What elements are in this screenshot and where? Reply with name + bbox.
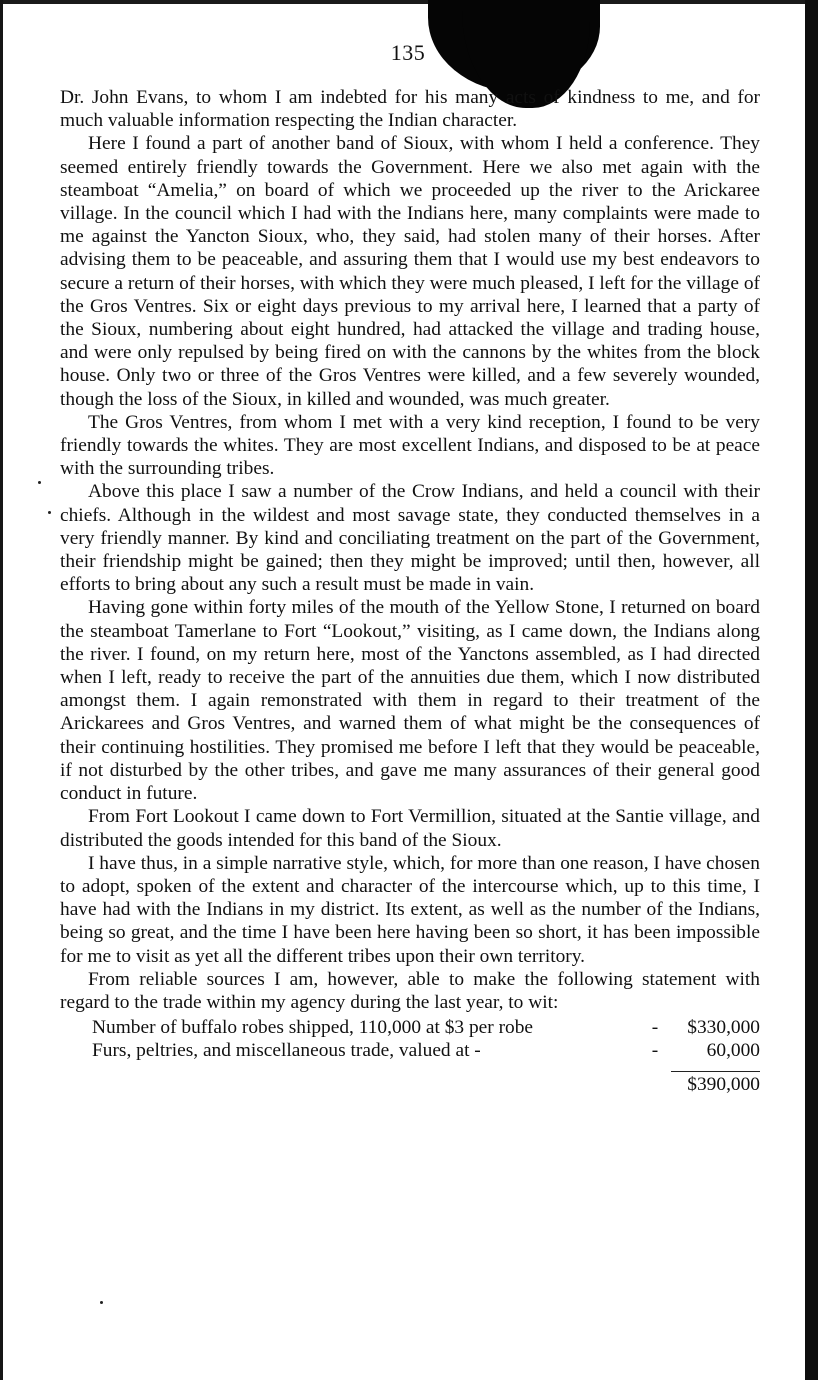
body-text [60,86,760,1098]
row-amount: 60,000 [706,1040,760,1062]
paragraph: Dr. John Evans, to whom I am indebted for his many acts of kindness to me, and for much valuable information respecting the Indian character. [60,87,760,132]
scan-speck [38,481,41,484]
total-amount: $390,000 [687,1074,760,1096]
paragraph: From reliable sources I am, however, able to make the following statement with regard to the trade within my agency during the last year, to wit: [60,968,760,1013]
page-number: 135 [390,40,426,65]
total-row [60,1072,760,1098]
row-label: Number of buffalo robes shipped, 110,000 at $3 per robe [92,1017,534,1039]
table-row [60,1016,760,1039]
scan-speck [48,511,51,514]
scan-speck [100,1301,103,1304]
paragraph: I have thus, in a simple narrative style, which, for more than one reason, I have chosen to adopt, spoken of the extent and character of the intercourse which, up to this time, I have had with the Indians in my district. Its extent, as well as the number of the Indians, being so great, and the time I have been here having been so short, it has been impossible for me to visit as yet all the different tribes upon their own territory. [60,852,760,967]
row-dash: - [651,1017,659,1039]
row-label: Furs, peltries, and miscellaneous trade, valued at - [92,1040,481,1062]
paragraph: Above this place I saw a number of the Crow Indians, and held a council with their chiefs. Although in the wildest and most savage state, they conducted themselves in a very friendly manner. By kind and conciliating treatment on the part of the Government, their friendship might be gained; then they might be improved; until then, however, all efforts to bring about any such a result must be made in vain. [60,481,760,596]
trade-table [60,1016,760,1098]
row-dash: - [651,1040,659,1062]
scan-border-top [0,0,818,4]
scan-border-right [805,0,818,1380]
paragraph: From Fort Lookout I came down to Fort Vermillion, situated at the Santie village, and distributed the goods intended for this band of the Sioux. [60,806,760,851]
table-row [60,1039,760,1062]
row-amount: $330,000 [687,1017,760,1039]
paragraph: Having gone within forty miles of the mouth of the Yellow Stone, I returned on board the steamboat Tamerlane to Fort “Lookout,” visiting, as I came down, the Indians along the river. I found, on my return here, most of the Yanctons assembled, as I had directed when I left, ready to receive the part of the annuities due them, which I now distributed amongst them. I again remonstrated with them in regard to their treatment of the Arickarees and Gros Ventres, and warned them of what might be the consequences of their continuing hostilities. They promised me before I left that they would be peaceable, if not disturbed by the other tribes, and gave me many assurances of their general good conduct in future. [60,597,760,805]
paragraph: The Gros Ventres, from whom I met with a very kind reception, I found to be very friendly towards the whites. They are most excellent Indians, and disposed to be at peace with the surrounding tribes. [60,411,760,480]
scan-border-left [0,0,3,1380]
paragraph: Here I found a part of another band of Sioux, with whom I held a conference. They seemed entirely friendly towards the Government. Here we also met again with the steamboat “Amelia,” on board of which we proceeded up the river to the Arickaree village. In the council which I had with the Indians here, many complaints were made to me against the Yancton Sioux, who, they said, had stolen many of their horses. After advising them to be peaceable, and assuring them that I would use my best endeavors to secure a return of their horses, with which they were much pleased, I left for the village of the Gros Ventres. Six or eight days previous to my arrival here, I learned that a party of the Sioux, numbering about eight hundred, had attacked the village and trading house, and were only repulsed by being fired on with the cannons by the whites from the block house. Only two or three of the Gros Ventres were killed, and a few severely wounded, though the loss of the Sioux, in killed and wounded, was much greater. [60,133,760,410]
